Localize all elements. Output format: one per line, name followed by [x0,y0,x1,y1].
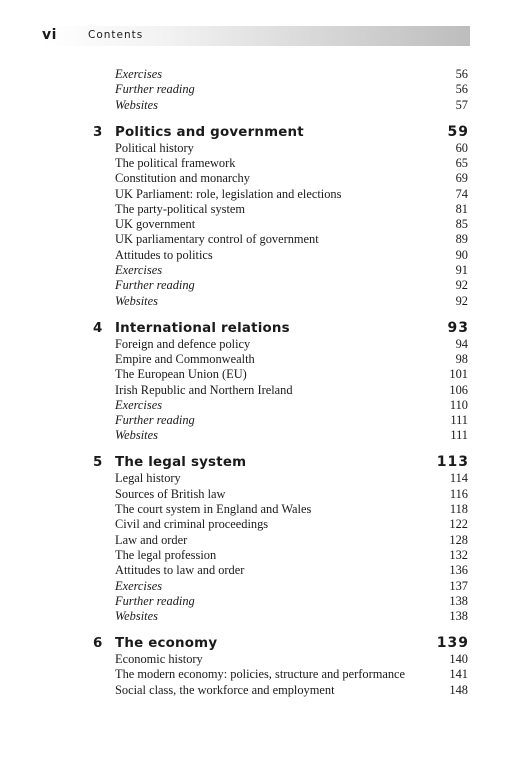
toc-entry-title: UK Parliament: role, legislation and elections [115,186,342,201]
toc-entry [115,593,468,609]
toc-entry-page: 60 [455,140,468,155]
toc-entry-title: Social class, the workforce and employment [115,682,335,697]
toc-entry [115,397,468,413]
toc-entry-title: The party-political system [115,201,246,216]
chapter-number: 3 [93,124,103,140]
toc-entry [115,532,468,548]
toc-entry-page: 56 [455,82,468,97]
toc-entry [115,501,468,517]
toc-entry-page: 141 [449,667,468,682]
toc-entry-title: Exercises [115,578,163,593]
toc-entry-title: The legal profession [115,547,217,562]
toc-entry [115,97,468,113]
toc-entry-page: 69 [455,171,468,186]
chapter-page-number: 59 [447,123,469,140]
toc-entry-page: 111 [450,413,468,428]
toc-entry-page: 148 [449,682,468,697]
toc-entry [115,412,468,428]
toc-entry-page: 137 [449,578,468,593]
chapter-page-number: 113 [436,454,469,471]
toc-entry [115,170,468,186]
toc-entry [115,293,468,309]
toc-entry-title: Foreign and defence policy [115,336,251,351]
toc-entry-page: 94 [455,336,468,351]
running-header-title: Contents [88,29,144,41]
toc-entry [115,666,468,682]
toc-entry [115,608,468,624]
toc-entry [115,470,468,486]
chapter-heading [93,318,469,338]
toc-entry-page: 116 [449,486,468,501]
toc-entry [115,366,468,382]
toc-entry-page: 132 [449,547,468,562]
toc-entry [115,651,468,667]
toc-entry-title: Constitution and monarchy [115,171,250,186]
chapter-title: The economy [115,636,218,652]
toc-entry-title: Attitudes to politics [115,247,213,262]
toc-entry-page: 81 [455,201,468,216]
toc-entry-title: Attitudes to law and order [115,563,245,578]
toc-entry-title: UK parliamentary control of government [115,232,319,247]
toc-entry [115,486,468,502]
toc-entry-page: 118 [449,502,468,516]
chapter-number: 5 [93,455,103,471]
toc-entry [115,216,468,232]
toc-entry-page: 92 [455,278,468,293]
chapter-heading [93,122,469,142]
toc-entry [115,277,468,293]
toc-entry-page: 138 [449,593,468,608]
toc-entry [115,201,468,217]
toc-entry-page: 98 [455,351,468,366]
toc-entry [115,516,468,532]
toc-entry [115,682,468,698]
toc-entry-title: Further reading [115,278,195,293]
chapter-page-number: 139 [436,635,469,652]
toc-entry-page: 111 [450,428,468,443]
toc-entry-title: The European Union (EU) [115,367,247,382]
page-number: vi [42,27,57,43]
toc-entry-title: The court system in England and Wales [115,502,312,516]
toc-entry [115,247,468,263]
toc-entry-title: Exercises [115,67,163,81]
chapter-number: 4 [93,320,103,336]
toc-entry-title: The political framework [115,155,236,170]
toc-entry-title: Websites [115,609,158,624]
toc-entry-title: Sources of British law [115,486,226,501]
toc-entry-page: 106 [449,382,468,397]
toc-entry [115,427,468,443]
toc-entry [115,140,468,156]
toc-entry-page: 101 [449,367,468,382]
toc-entry-page: 65 [455,155,468,170]
toc-entry [115,351,468,367]
toc-entry-title: Exercises [115,263,163,277]
toc-entry-page: 138 [449,609,468,624]
toc-entry [115,382,468,398]
toc-entry-page: 56 [455,67,468,81]
toc-entry-page: 114 [449,471,468,486]
toc-entry-title: Further reading [115,413,195,428]
toc-entry [115,336,468,352]
toc-entry-page: 92 [455,293,468,308]
chapter-page-number: 93 [447,319,469,336]
toc-entry-title: Websites [115,428,158,443]
toc-entry-title: Legal history [115,471,181,486]
toc-entry-page: 89 [455,232,468,247]
toc-entry-title: Empire and Commonwealth [115,351,255,366]
toc-entry [115,66,468,82]
toc-entry [115,547,468,563]
toc-entry [115,81,468,97]
toc-entry-page: 85 [455,217,468,232]
chapter-title: International relations [115,320,290,336]
toc-entry [115,562,468,578]
toc-entry-title: The modern economy: policies, structure and performance [115,667,406,682]
chapter-heading [93,452,469,472]
toc-entry [115,231,468,247]
chapter-title: The legal system [115,455,247,471]
toc-entry-title: Economic history [115,652,203,667]
toc-entry-page: 140 [449,652,468,667]
toc-entry-page: 90 [455,247,468,262]
toc-entry-page: 74 [455,186,468,201]
toc-entry-page: 57 [455,97,468,112]
toc-entry-page: 136 [449,563,468,578]
chapter-title: Politics and government [115,124,304,140]
toc-entry-title: Further reading [115,593,195,608]
toc-entry-title: Irish Republic and Northern Ireland [115,382,293,397]
toc-entry-page: 122 [449,517,468,532]
toc-entry-title: Websites [115,293,158,308]
chapter-heading [93,633,469,653]
toc-entry-title: UK government [115,217,196,232]
chapter-number: 6 [93,636,103,652]
toc-entry-page: 110 [449,397,468,412]
toc-entry-title: Civil and criminal proceedings [115,517,269,532]
toc-entry [115,186,468,202]
toc-entry-title: Further reading [115,82,195,97]
toc-entry [115,262,468,278]
toc-entry [115,578,468,594]
toc-entry-title: Political history [115,140,194,155]
toc-entry-title: Law and order [115,532,188,547]
toc-entry-page: 128 [449,532,468,547]
toc-entry-title: Exercises [115,397,163,412]
toc-entry [115,155,468,171]
toc-entry-title: Websites [115,97,158,112]
toc-entry-page: 91 [455,263,468,277]
